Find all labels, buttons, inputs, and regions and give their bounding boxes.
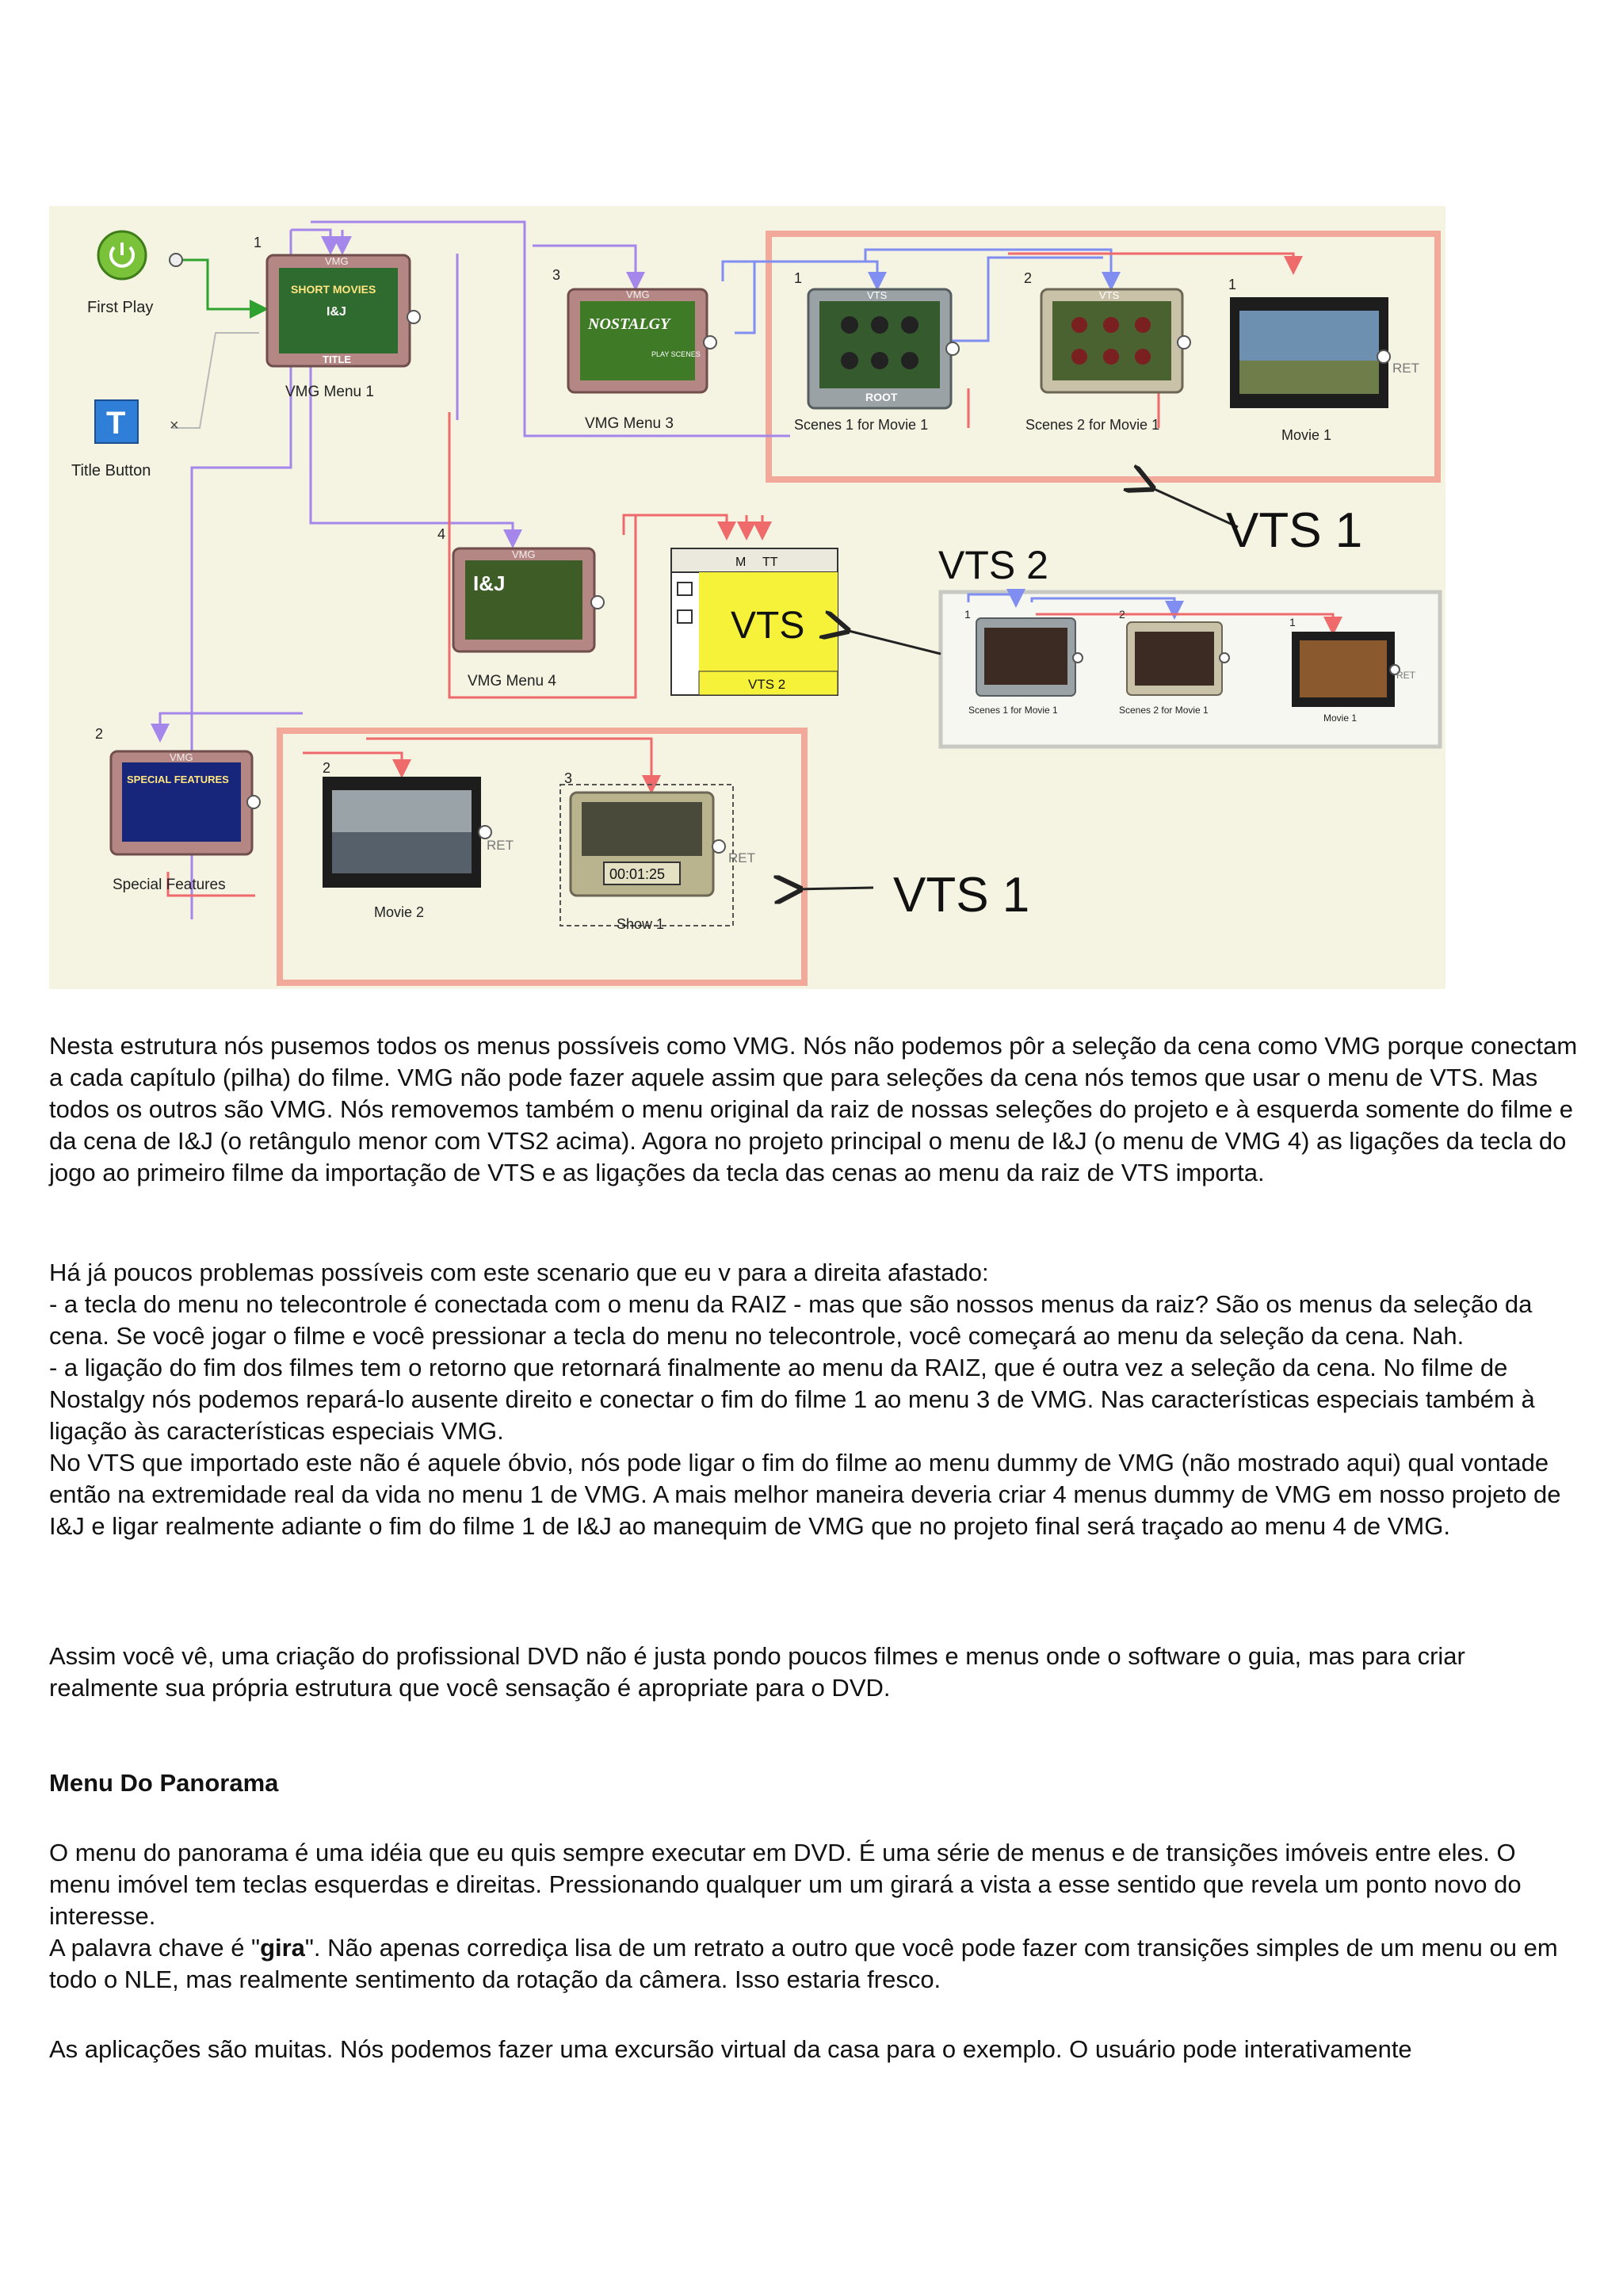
first-play-label: First Play xyxy=(87,299,154,316)
svg-text:T: T xyxy=(106,406,126,441)
svg-text:VTS 2: VTS 2 xyxy=(748,677,786,692)
svg-text:ROOT: ROOT xyxy=(865,391,898,403)
svg-text:2: 2 xyxy=(95,726,104,742)
svg-text:Movie 1: Movie 1 xyxy=(1281,427,1332,443)
paragraph-conclusion: Assim você vê, uma criação do profissional DVD não é justa pondo poucos filmes e menus onde o software o guia, mas para criar realmente sua própria estrutura que você sensação é apropriate para o DVD. xyxy=(49,1642,1465,1702)
svg-text:NOSTALGY: NOSTALGY xyxy=(588,315,670,333)
svg-text:3: 3 xyxy=(564,770,573,786)
svg-text:VMG Menu 1: VMG Menu 1 xyxy=(285,384,374,400)
scenes-2-node[interactable] xyxy=(1024,270,1190,433)
vts1-label-bottom: VTS 1 xyxy=(893,868,1030,923)
svg-text:TITLE: TITLE xyxy=(323,353,352,365)
svg-text:2: 2 xyxy=(323,760,331,776)
show-1-node[interactable] xyxy=(560,770,755,932)
svg-text:I&J: I&J xyxy=(327,305,346,319)
vts2-label: VTS 2 xyxy=(938,543,1048,587)
svg-text:Movie 1: Movie 1 xyxy=(1323,712,1358,724)
svg-text:Special Features: Special Features xyxy=(113,877,226,893)
svg-text:1: 1 xyxy=(964,608,971,621)
svg-text:M: M xyxy=(735,556,747,569)
svg-text:VMG: VMG xyxy=(325,255,349,267)
svg-text:RET: RET xyxy=(1396,670,1415,681)
svg-text:×: × xyxy=(170,417,179,434)
svg-text:RET: RET xyxy=(1392,361,1419,376)
svg-text:SPECIAL FEATURES: SPECIAL FEATURES xyxy=(127,774,229,785)
special-features-node[interactable] xyxy=(95,726,260,893)
svg-text:I&J: I&J xyxy=(473,571,506,595)
dvd-structure-diagram xyxy=(49,206,1445,989)
svg-text:4: 4 xyxy=(437,526,446,542)
movie-1-node[interactable] xyxy=(1228,277,1419,443)
svg-text:1: 1 xyxy=(1289,616,1296,628)
svg-text:VMG: VMG xyxy=(512,548,536,560)
svg-text:Show 1: Show 1 xyxy=(617,916,665,932)
vts-import-box[interactable] xyxy=(671,548,838,695)
scenes-1-node[interactable] xyxy=(794,270,959,433)
svg-text:2: 2 xyxy=(1119,608,1125,621)
svg-text:VTS: VTS xyxy=(867,289,888,301)
svg-text:1: 1 xyxy=(794,270,803,286)
movie-2-node[interactable] xyxy=(323,760,514,920)
svg-text:RET: RET xyxy=(487,838,514,853)
svg-text:VTS: VTS xyxy=(731,605,805,647)
svg-text:PLAY SCENES: PLAY SCENES xyxy=(651,350,701,358)
svg-text:Scenes 2 for Movie 1: Scenes 2 for Movie 1 xyxy=(1119,705,1209,716)
svg-text:1: 1 xyxy=(254,235,262,250)
svg-text:Scenes 2 for Movie 1: Scenes 2 for Movie 1 xyxy=(1025,417,1160,433)
title-button-label: Title Button xyxy=(71,462,151,479)
paragraph-panorama: O menu do panorama é uma idéia que eu quis sempre executar em DVD. É uma série de menus e de transições imóveis entre eles. O menu imóvel tem teclas esquerdas e direitas. Pressionando qualquer um um girará a vista a esse sentido que revela um ponto novo do interesse. A palavra chave é "gira". Não apenas corrediça lisa de um retrato a outro que você pode fazer com transições simples de um menu ou em todo o NLE, mas realmente sentimento da rotação da câmera. Isso estaria fresco. xyxy=(49,1839,1558,1993)
svg-text:Scenes 1 for Movie 1: Scenes 1 for Movie 1 xyxy=(968,705,1058,716)
vmg-menu-3-node[interactable] xyxy=(552,267,716,432)
svg-text:00:01:25: 00:01:25 xyxy=(609,866,666,882)
svg-text:VMG Menu 3: VMG Menu 3 xyxy=(585,415,674,432)
svg-text:2: 2 xyxy=(1024,270,1033,286)
paragraph-structure: Nesta estrutura nós pusemos todos os menus possíveis como VMG. Nós não podemos pôr a seleção da cena como VMG porque conectam a cada capítulo (pilha) do filme. VMG não pode fazer aquele assim que para seleções da cena nós temos que usar o menu de VTS. Mas todos os outros são VMG. Nós removemos também o menu original da raiz de nossas seleções do projeto e à esquerda somente do filme e da cena de I&J (o retângulo menor com VTS2 acima). Agora no projeto principal o menu de I&J (o menu de VMG 4) as ligações da tecla do jogo ao primeiro filme da importação de VTS e as ligações da tecla das cenas ao menu da raiz de VTS importa. xyxy=(49,1032,1578,1186)
svg-text:VMG: VMG xyxy=(170,751,193,763)
paragraph-problems: Há já poucos problemas possíveis com este scenario que eu v para a direita afastado: - a tecla do menu no telecontrole é conectada com o menu da RAIZ - mas que são nossos menus da raiz? São os menus da seleção da cena. Se você jogar o filme e você pressionar a tecla do menu no telecontrole, você começará ao menu da seleção da cena. Nah. - a ligação do fim dos filmes tem o retorno que retornará finalmente ao menu da RAIZ, que é outra vez a seleção da cena. No filme de Nostalgy nós podemos repará-lo ausente direito e conectar o fim do filme 1 ao menu 3 de VMG. Nas características especiais também à ligação às características especiais VMG. No VTS que importado este não é aquele óbvio, nós pode ligar o fim do filme ao menu dummy de VMG (não mostrado aqui) qual vontade então na extremidade real da vida no menu 1 de VMG. A mais melhor maneira deveria criar 4 menus dummy de VMG em nosso projeto de I&J e ligar realmente adiante o fim do filme 1 de I&J ao manequim de VMG que no projeto final será traçado ao menu 4 de VMG. xyxy=(49,1259,1561,1540)
paragraph-applications: As aplicações são muitas. Nós podemos fazer uma excursão virtual da casa para o exemplo. O usuário pode interativamente xyxy=(49,2035,1412,2063)
svg-text:RET: RET xyxy=(728,850,755,865)
vmg-menu-4-node[interactable] xyxy=(437,526,604,690)
section-heading: Menu Do Panorama xyxy=(49,1769,279,1797)
svg-text:VTS: VTS xyxy=(1099,289,1120,301)
svg-text:Movie 2: Movie 2 xyxy=(374,904,425,920)
vts1-label-top: VTS 1 xyxy=(1226,503,1363,558)
svg-text:3: 3 xyxy=(552,267,561,283)
svg-text:VMG: VMG xyxy=(626,288,650,300)
svg-text:SHORT MOVIES: SHORT MOVIES xyxy=(291,283,376,296)
svg-text:Scenes 1 for Movie 1: Scenes 1 for Movie 1 xyxy=(794,417,929,433)
svg-text:1: 1 xyxy=(1228,277,1237,292)
vmg-menu-1-node[interactable] xyxy=(254,235,420,400)
svg-text:TT: TT xyxy=(762,556,778,569)
svg-text:VMG Menu 4: VMG Menu 4 xyxy=(468,673,556,690)
